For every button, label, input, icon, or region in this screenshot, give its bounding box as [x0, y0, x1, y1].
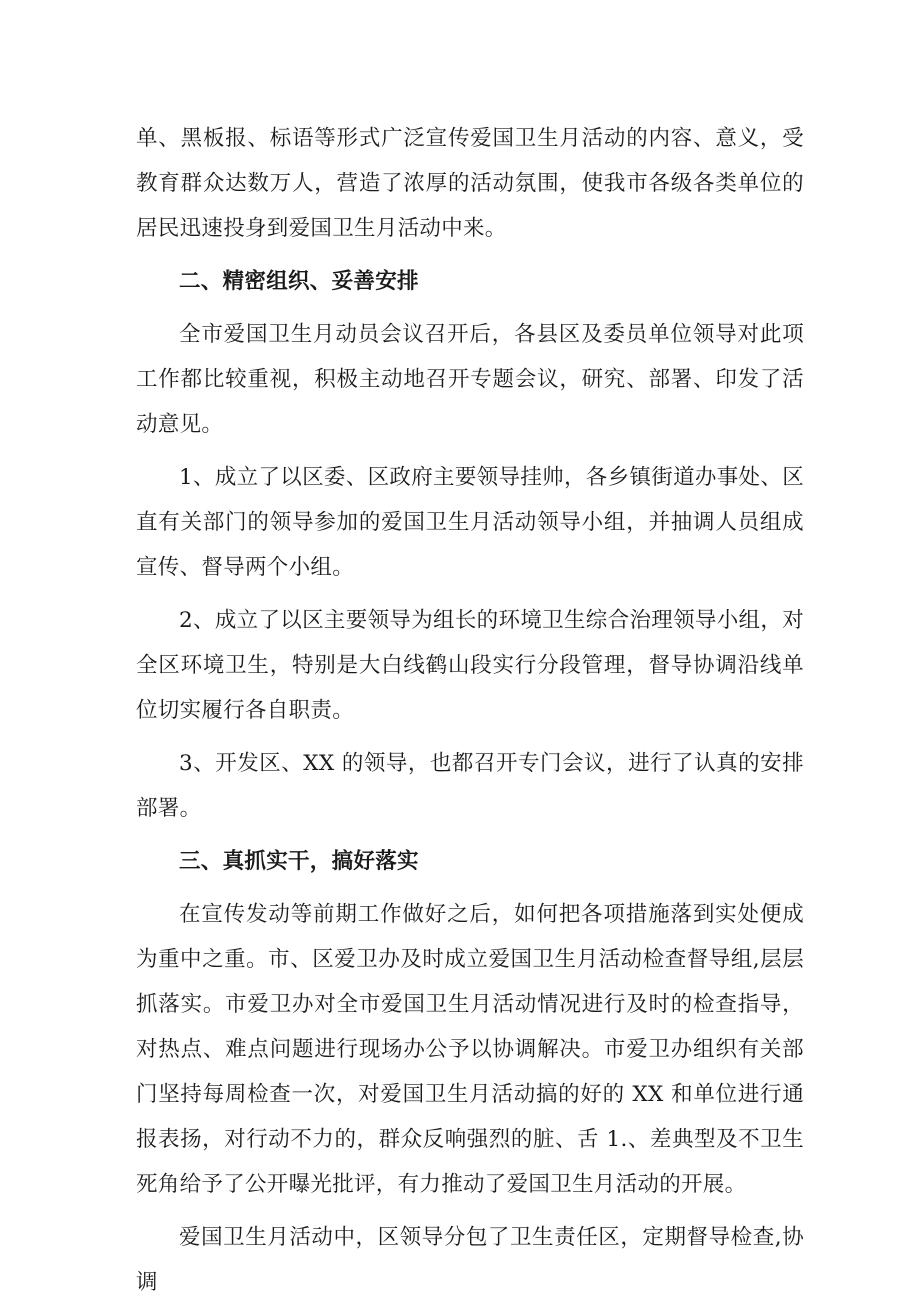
document-page: [136, 116, 804, 1313]
paragraph-item-1: 1、成立了以区委、区政府主要领导挂帅，各乡镇街道办事处、区直有关部门的领导参加的爱国卫生月活动领导小组，并抽调人员组成宣传、督导两个小组。: [136, 465, 804, 580]
paragraph-item-3: 3、开发区、XX 的领导，也都召开专门会议，进行了认真的安排部署。: [136, 751, 804, 821]
section-heading-3: 三、真抓实干，搞好落实: [179, 849, 419, 874]
paragraph-meeting: 全市爱国卫生月动员会议召开后，各县区及委员单位领导对此项工作都比较重视，积极主动地召开专题会议，研究、部署、印发了活动意见。: [136, 322, 804, 437]
paragraph-implementation: 在宣传发动等前期工作做好之后，如何把各项措施落到实处便成为重中之重。市、区爱卫办及时成立爱国卫生月活动检查督导组,层层抓落实。市爱卫办对全市爱国卫生月活动情况进行及时的检查指导，对热点、难点问题进行现场办公予以协调解决。市爱卫办组织有关部门坚持每周检查一次，对爱国卫生月活动搞的好的 XX 和单位进行通报表扬，对行动不力的，群众反响强烈的脏、舌 1.、差典型及不卫生死角给予了公开曝光批评，有力推动了爱国卫生月活动的开展。: [136, 902, 804, 1197]
paragraph-item-2: 2、成立了以区主要领导为组长的环境卫生综合治理领导小组，对全区环境卫生，特别是大白线鹤山段实行分段管理，督导协调沿线单位切实履行各自职责。: [136, 608, 804, 723]
paragraph-responsibility: 爱国卫生月活动中，区领导分包了卫生责任区，定期督导检查,协调: [136, 1225, 804, 1295]
section-heading-2: 二、精密组织、妥善安排: [179, 269, 419, 294]
paragraph-intro: 单、黑板报、标语等形式广泛宣传爱国卫生月活动的内容、意义，受教育群众达数万人，营造了浓厚的活动氛围，使我市各级各类单位的居民迅速投身到爱国卫生月活动中来。: [136, 126, 804, 241]
